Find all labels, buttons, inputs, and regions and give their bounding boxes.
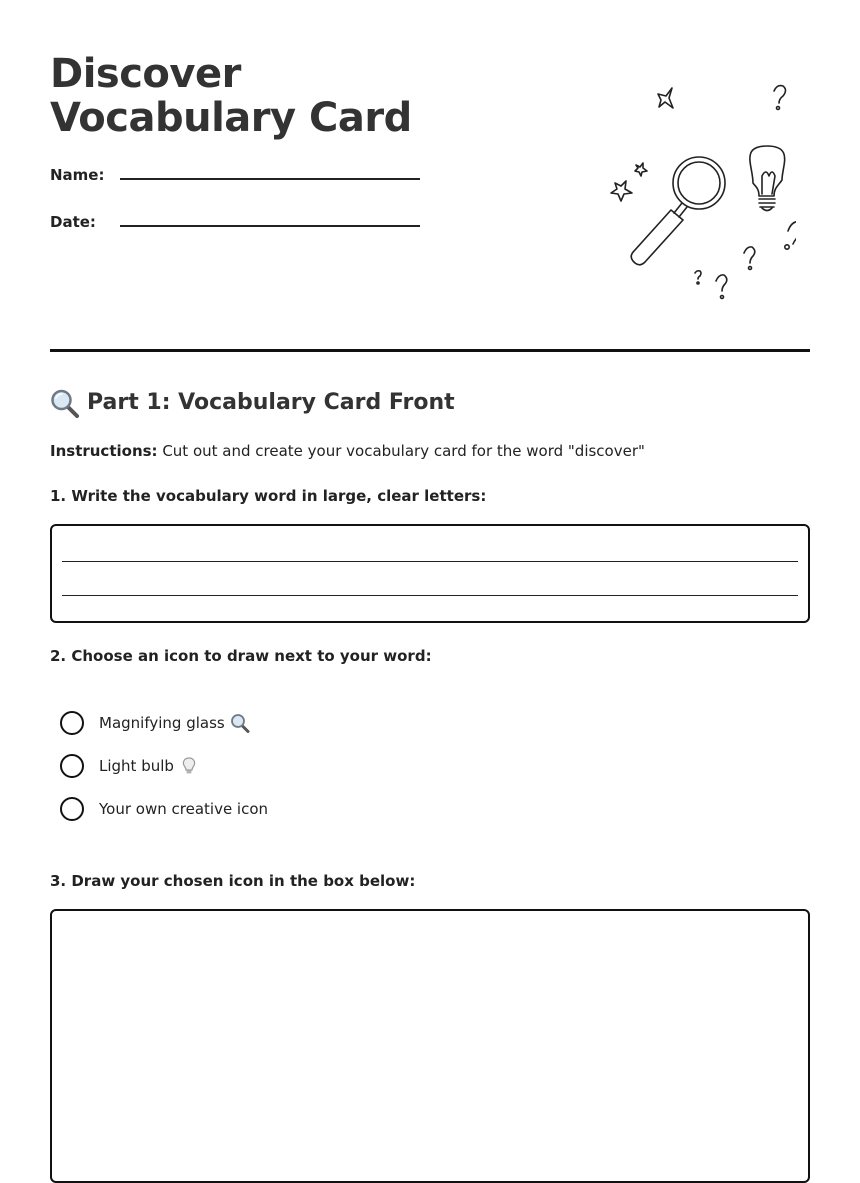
question-mark-icon (695, 86, 796, 299)
question-1: 1. Write the vocabulary word in large, clear letters: (50, 487, 487, 505)
name-label: Name: (50, 166, 105, 184)
section-title-text: Part 1: Vocabulary Card Front (87, 390, 455, 415)
magnifying-glass-icon (631, 157, 725, 265)
instructions-text: Cut out and create your vocabulary card for the word "discover" (157, 442, 645, 460)
date-field[interactable] (120, 225, 420, 227)
magnifying-glass-icon (50, 388, 80, 418)
name-field-row (50, 165, 470, 189)
header-divider (50, 349, 810, 352)
option-magnifying-glass[interactable] (60, 710, 250, 736)
option-label: Light bulb (99, 757, 174, 775)
light-bulb-icon (179, 756, 199, 776)
option-label: Magnifying glass (99, 714, 225, 732)
option-creative-icon[interactable] (60, 796, 268, 822)
section-title-part-1 (50, 388, 455, 418)
option-light-bulb[interactable] (60, 753, 199, 779)
name-field[interactable] (120, 178, 420, 180)
word-writing-box[interactable] (50, 524, 810, 623)
page-title: Discover Vocabulary Card (50, 51, 412, 141)
question-3: 3. Draw your chosen icon in the box below: (50, 872, 416, 890)
discovery-illustration (556, 76, 796, 312)
date-label: Date: (50, 213, 96, 231)
star-icon (611, 88, 796, 201)
date-field-row (50, 212, 470, 236)
question-2: 2. Choose an icon to draw next to your word: (50, 647, 432, 665)
option-label: Your own creative icon (99, 800, 269, 818)
writing-line (62, 595, 798, 596)
writing-line (62, 561, 798, 562)
instructions (50, 440, 645, 462)
instructions-label: Instructions: (50, 442, 158, 460)
radio-button[interactable] (60, 711, 84, 735)
icon-drawing-box[interactable] (50, 909, 810, 1183)
radio-button[interactable] (60, 754, 84, 778)
worksheet-page (50, 0, 810, 1161)
magnifying-glass-icon (230, 713, 250, 733)
radio-button[interactable] (60, 797, 84, 821)
light-bulb-icon (750, 146, 785, 211)
